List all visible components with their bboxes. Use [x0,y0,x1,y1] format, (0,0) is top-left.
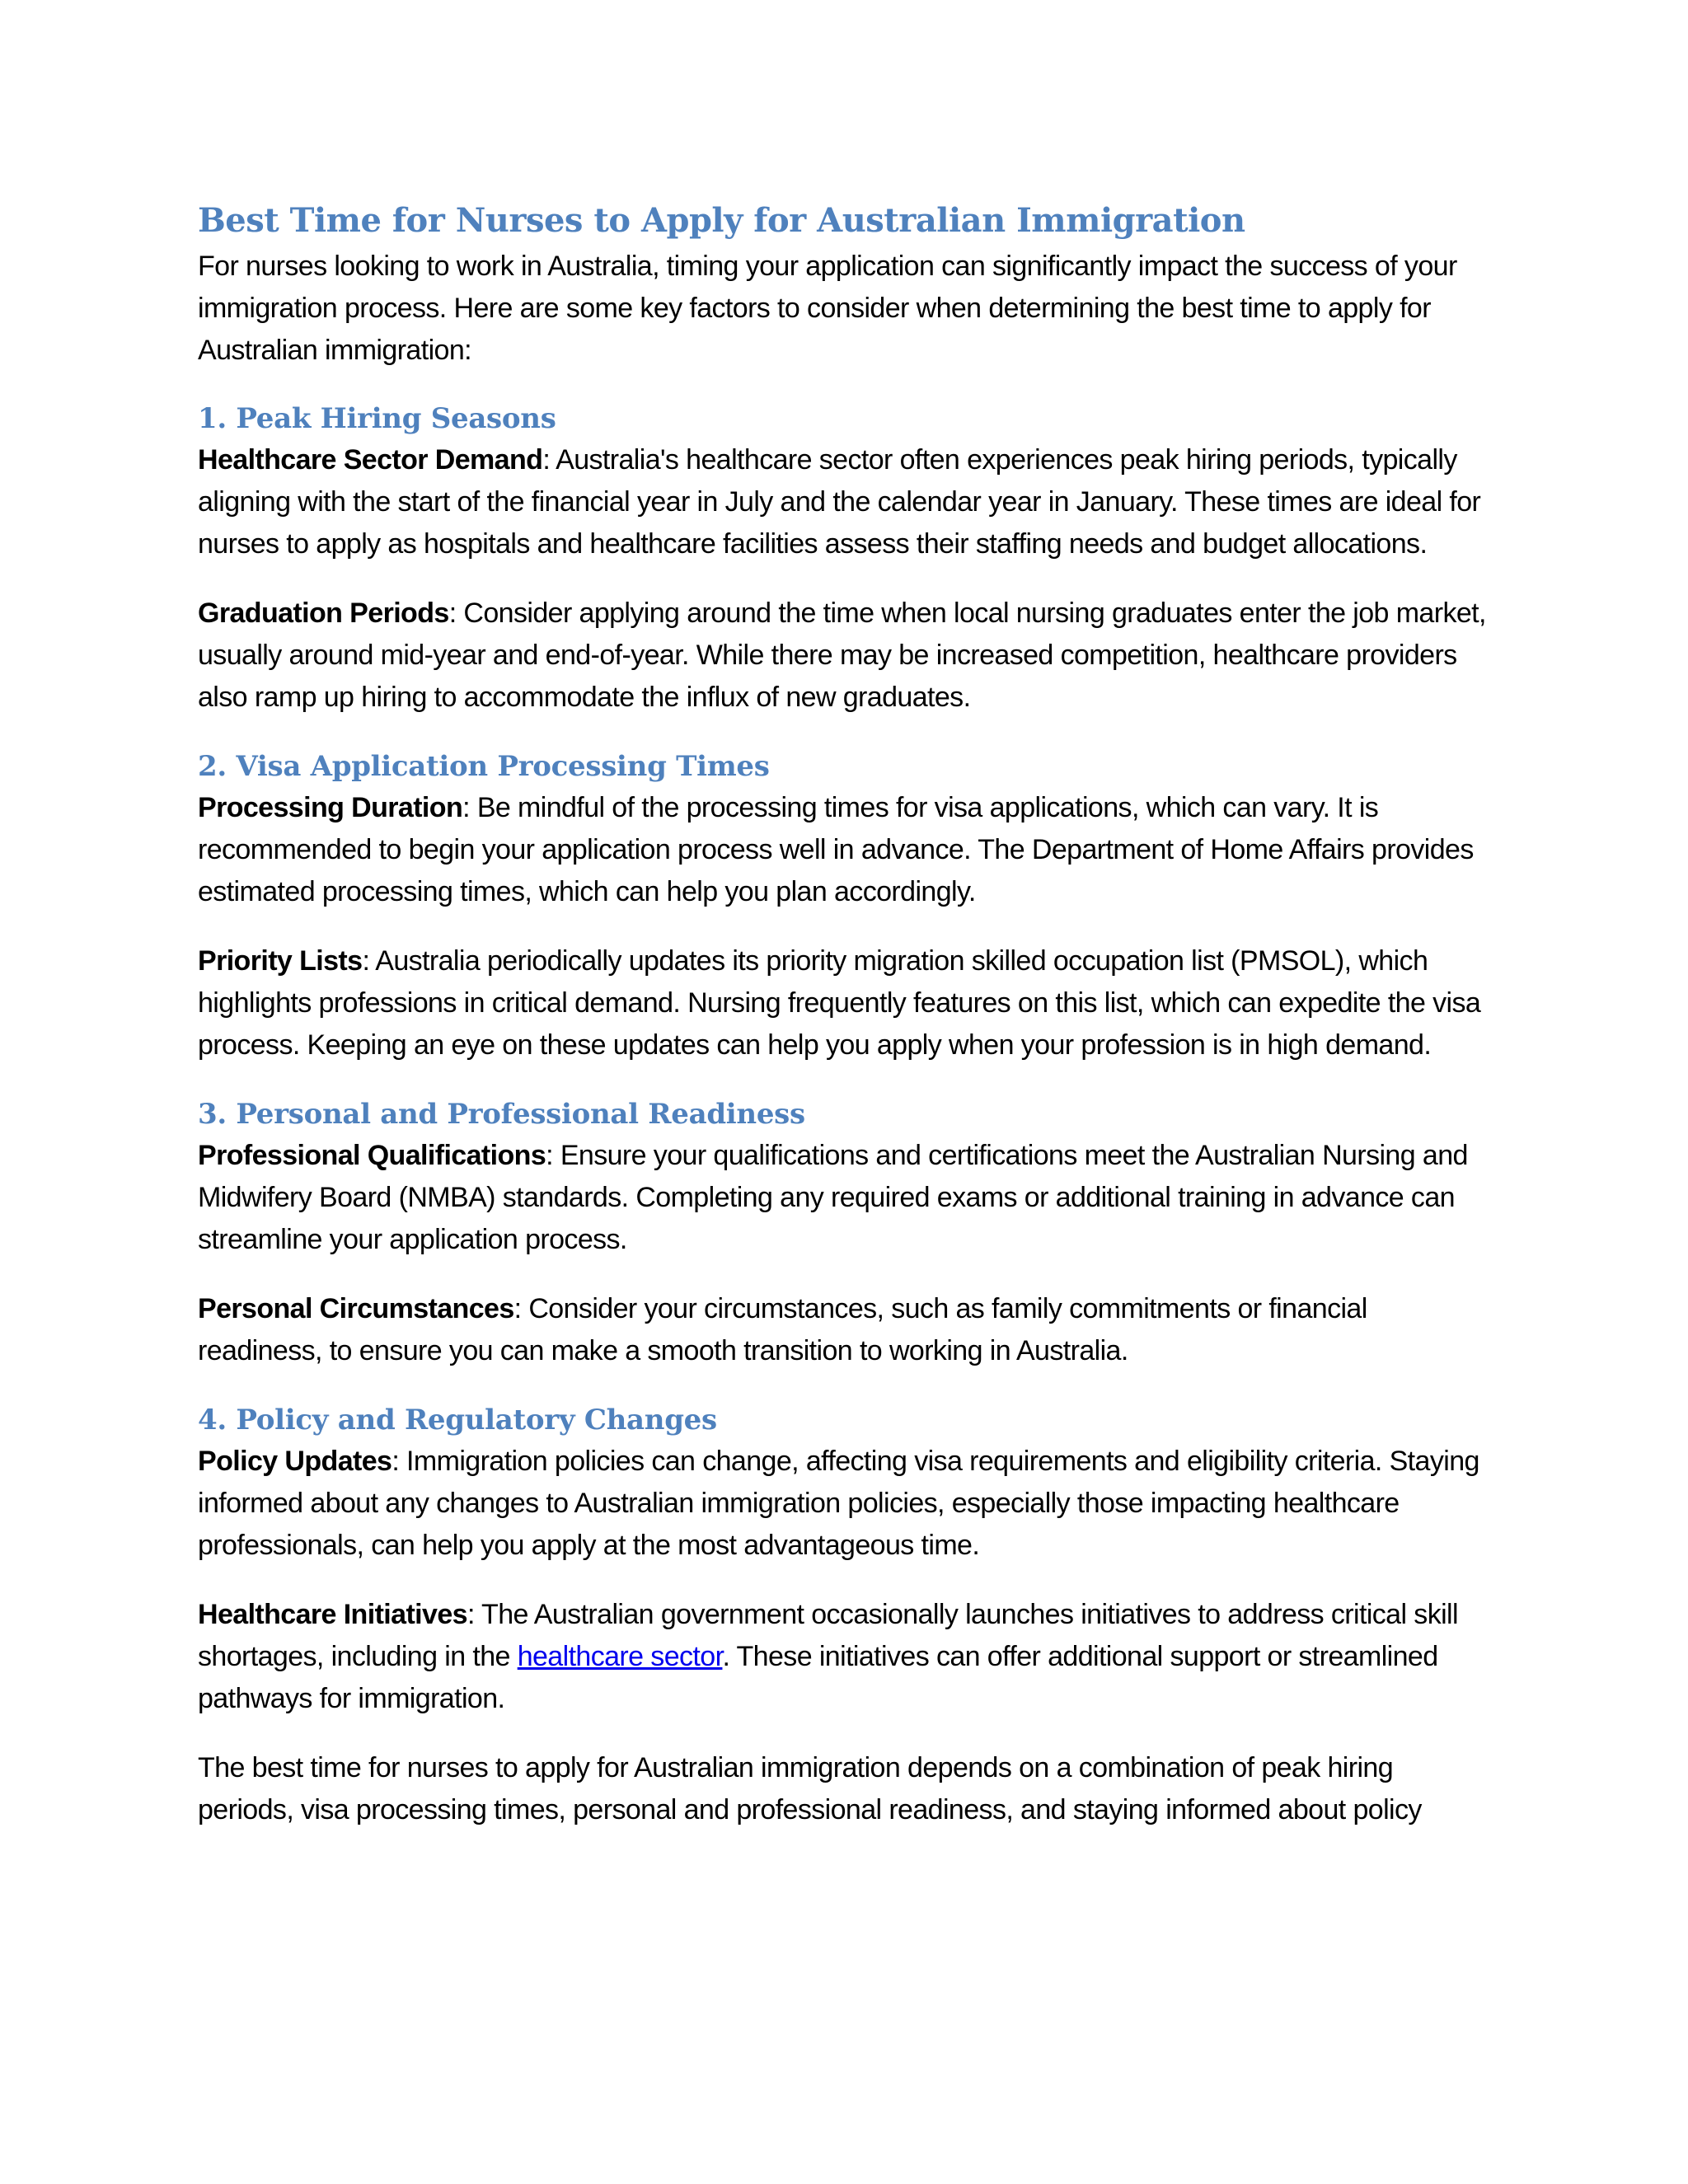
document-page [198,196,1492,1831]
paragraph-label: Healthcare Initiatives [198,1599,467,1630]
healthcare-sector-link[interactable]: healthcare sector [517,1641,723,1672]
paragraph-policy-updates [198,1441,1492,1567]
paragraph-label: Healthcare Sector Demand [198,444,543,476]
paragraph-healthcare-sector-demand [198,439,1492,565]
paragraph-text: . These initiatives can offer additional support or streamlined pathways for immigration. [198,1641,1438,1714]
paragraph-processing-duration [198,787,1492,913]
paragraph-text: : Be mindful of the processing times for visa applications, which can vary. It is recommended to begin your application process well in advance. The Department of Home Affairs provides estimated processing times, which can help you plan accordingly. [198,792,1474,907]
paragraph-text: : Australia's healthcare sector often experiences peak hiring periods, typically aligning with the start of the financial year in July and the calendar year in January. These times are ideal for nurses to apply as hospitals and healthcare facilities assess their staffing needs and budget allocations. [198,444,1481,560]
paragraph-text: : Immigration policies can change, affecting visa requirements and eligibility criteria. Staying informed about any changes to Australian immigration policies, especially those impacting healthcare professionals, can help you apply at the most advantageous time. [198,1446,1479,1561]
conclusion-paragraph: The best time for nurses to apply for Australian immigration depends on a combination of peak hiring periods, visa processing times, personal and professional readiness, and staying informed about policy [198,1752,1422,1825]
paragraph-text: : Consider applying around the time when local nursing graduates enter the job market, usually around mid-year and end-of-year. While there may be increased competition, healthcare providers also ramp up hiring to accommodate the influx of new graduates. [198,598,1486,713]
section-heading-visa-processing: 2. Visa Application Processing Times [198,750,770,783]
page-title: Best Time for Nurses to Apply for Australian Immigration [198,201,1245,240]
paragraph-graduation-periods [198,593,1492,719]
paragraph-priority-lists [198,940,1492,1066]
intro-paragraph: For nurses looking to work in Australia, timing your application can significantly impact the success of your immigration process. Here are some key factors to consider when determining the best time to apply for Australian immigration: [198,251,1457,366]
paragraph-personal-circumstances [198,1288,1492,1372]
section-heading-peak-hiring: 1. Peak Hiring Seasons [198,402,556,435]
paragraph-text: : Australia periodically updates its priority migration skilled occupation list (PMSOL), which highlights professions in critical demand. Nursing frequently features on this list, which can expedite the visa process. Keeping an eye on these updates can help you apply when your profession is in high demand. [198,945,1481,1061]
section-heading-readiness: 3. Personal and Professional Readiness [198,1098,805,1131]
paragraph-text: : Ensure your qualifications and certifications meet the Australian Nursing and Midwifery Board (NMBA) standards. Completing any required exams or additional training in advance can streamline your application process. [198,1140,1468,1255]
paragraph-text: : Consider your circumstances, such as family commitments or financial readiness, to ensure you can make a smooth transition to working in Australia. [198,1293,1367,1366]
paragraph-text: : The Australian government occasionally launches initiatives to address critical skill shortages, including in the [198,1599,1458,1672]
paragraph-label: Priority Lists [198,945,363,977]
paragraph-professional-qualifications [198,1135,1492,1261]
paragraph-label: Processing Duration [198,792,463,823]
paragraph-label: Policy Updates [198,1446,392,1477]
paragraph-label: Personal Circumstances [198,1293,514,1324]
paragraph-healthcare-initiatives [198,1594,1492,1720]
paragraph-label: Professional Qualifications [198,1140,546,1171]
paragraph-label: Graduation Periods [198,598,449,629]
section-heading-policy-changes: 4. Policy and Regulatory Changes [198,1404,717,1436]
